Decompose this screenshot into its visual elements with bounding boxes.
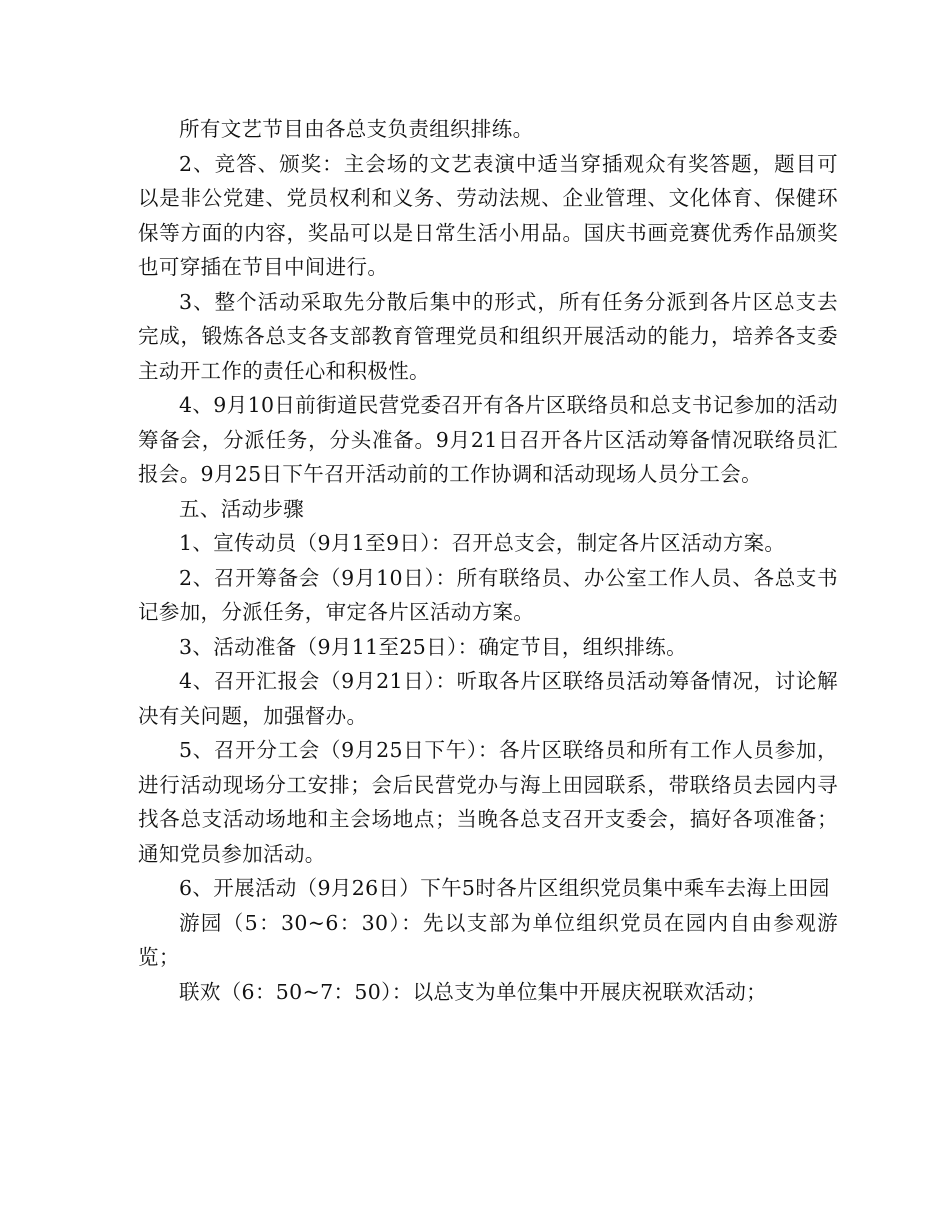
step-5-division-meeting: 5、召开分工会（9月25日下午）：各片区联络员和所有工作人员参加，进行活动现场分工安排；会后民营党办与海上田园联系，带联络员去园内寻找各总支活动场地和主会场地点；当晚各总支召开支委会，搞好各项准备；通知党员参加活动。 [138,738,838,866]
paragraph-activity-form: 3、整个活动采取先分散后集中的形式，所有任务分派到各片区总支去完成，锻炼各总支各支部教育管理党员和组织开展活动的能力，培养各支委主动开工作的责任心和积极性。 [138,289,838,383]
step-2-preparatory-meeting: 2、召开筹备会（9月10日）：所有联络员、办公室工作人员、各总支书记参加，分派任务，审定各片区活动方案。 [138,565,838,624]
step-6-carry-out-activity: 6、开展活动（9月26日）下午5时各片区组织党员集中乘车去海上田园 [179,876,830,900]
document-body [138,112,838,1009]
section-heading-activity-steps: 五、活动步骤 [179,496,305,521]
paragraph-preparation-meetings: 4、9月10日前街道民营党委召开有各片区联络员和总支书记参加的活动筹备会，分派任务，分头准备。9月21日召开各片区活动筹备情况联络员汇报会。9月25日下午召开活动前的工作协调和活动现场人员分工会。 [138,393,838,486]
step-4-report-meeting: 4、召开汇报会（9月21日）：听取各片区联络员活动筹备情况，讨论解决有关问题，加强督办。 [138,669,838,728]
schedule-celebration: 联欢（6：50~7：50）：以总支为单位集中开展庆祝联欢活动； [179,979,768,1004]
schedule-garden-tour: 游园（5：30~6：30）：先以支部为单位组织党员在园内自由参观游览； [138,910,838,969]
paragraph-quiz-awards: 2、竞答、颁奖：主会场的文艺表演中适当穿插观众有奖答题，题目可以是非公党建、党员权利和义务、劳动法规、企业管理、文化体育、保健环保等方面的内容，奖品可以是日常生活小用品。国庆书画竞赛优秀作品颁奖也可穿插在节目中间进行。 [138,151,838,279]
step-3-activity-preparation: 3、活动准备（9月11至25日）：确定节目，组织排练。 [179,634,687,659]
step-1-mobilization: 1、宣传动员（9月1至9日）：召开总支会，制定各片区活动方案。 [179,531,786,555]
paragraph-rehearsal: 所有文艺节目由各总支负责组织排练。 [179,117,534,141]
